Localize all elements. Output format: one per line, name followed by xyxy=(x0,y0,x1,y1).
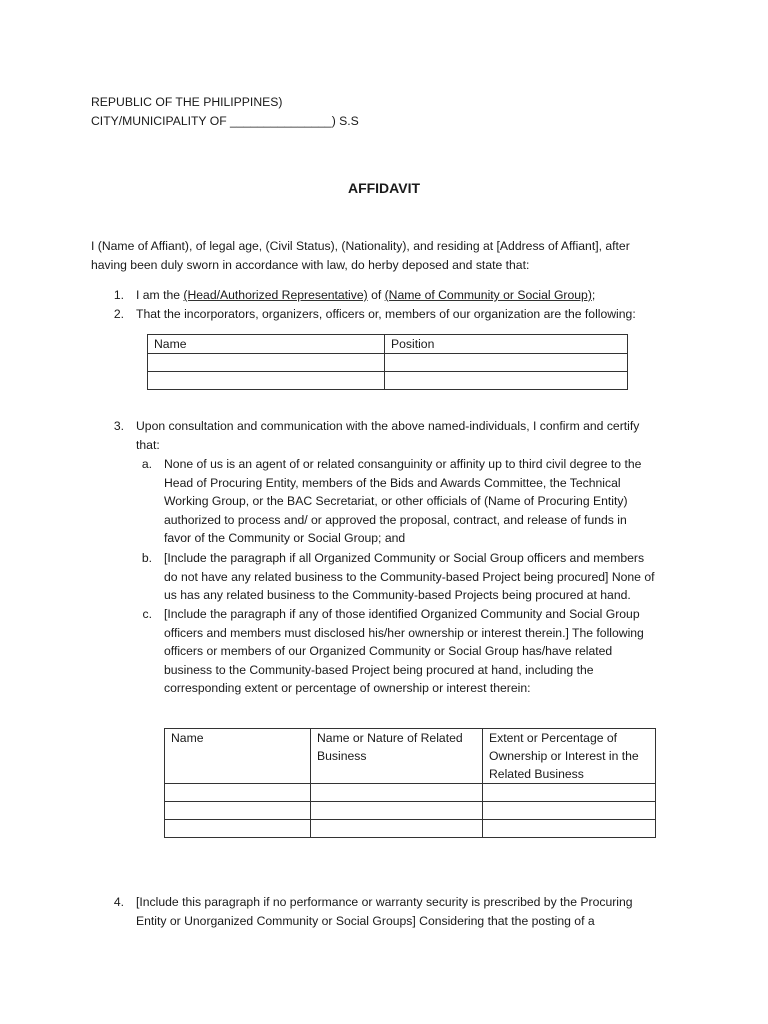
item-3-number: 3. xyxy=(113,419,124,433)
table-header-name: Name xyxy=(148,335,385,354)
table-header-row xyxy=(165,729,656,784)
table-header-business xyxy=(311,729,483,784)
table-row xyxy=(165,820,656,838)
document-title: AFFIDAVIT xyxy=(347,180,421,196)
item-1-mid: of xyxy=(367,288,385,302)
sub-a-text xyxy=(164,455,641,548)
sub-a-line: authorized to process and/ or approved the proposal, contract, and release of funds in xyxy=(164,512,627,527)
sub-c-line: officers or members of our Organized Community or Social Group has/have related xyxy=(164,644,613,659)
table-row xyxy=(165,784,656,802)
table-row xyxy=(165,802,656,820)
header-text: Name or Nature of Related xyxy=(317,731,463,745)
table-row xyxy=(148,354,628,372)
table-header-position: Position xyxy=(385,335,628,354)
sub-b-text xyxy=(164,549,655,605)
item-3-line: Upon consultation and communication with the above named-individuals, I confirm and certify xyxy=(136,419,640,433)
header-republic: REPUBLIC OF THE PHILIPPINES) xyxy=(91,95,283,109)
table-cell xyxy=(165,784,311,802)
item-1-pre: I am the xyxy=(136,288,184,302)
header-block xyxy=(91,93,359,130)
header-text: Extent or Percentage of xyxy=(489,731,618,745)
table-header-row xyxy=(148,335,628,354)
sub-b-line: [Include the paragraph if all Organized Community or Social Group officers and members xyxy=(164,551,645,565)
sub-c-letter: c. xyxy=(142,607,152,621)
sub-c-line: business to the Community-based Project being procured at hand, including the xyxy=(164,662,594,677)
sub-a-line: favor of the Community or Social Group; and xyxy=(164,531,406,546)
table-cell xyxy=(385,372,628,390)
sub-b-letter: b. xyxy=(141,551,152,565)
sub-a-line: Head of Procuring Entity, members of the Bids and Awards Committee, the Technical xyxy=(164,475,621,490)
item-4-number: 4. xyxy=(113,895,124,909)
sub-a-line: Working Group, or the BAC Secretariat, or other officials of (Name of Procuring Entity) xyxy=(164,494,628,509)
table-cell xyxy=(311,784,483,802)
table-cell xyxy=(385,354,628,372)
item-1-text xyxy=(136,286,595,305)
sub-a-letter: a. xyxy=(141,457,152,471)
table-cell xyxy=(165,820,311,838)
sub-a-line: None of us is an agent of or related consanguinity or affinity up to third civil degree to the xyxy=(164,457,642,471)
table-cell xyxy=(483,820,656,838)
item-2-text: That the incorporators, organizers, officers or, members of our organization are the following: xyxy=(136,307,636,321)
item-3-line: that: xyxy=(136,437,160,452)
table-cell xyxy=(483,784,656,802)
table-cell xyxy=(311,820,483,838)
group-name-field: (Name of Community or Social Group) xyxy=(384,288,592,302)
item-4-line: [Include this paragraph if no performance or warranty security is prescribed by the Procuring xyxy=(136,895,633,909)
header-city: CITY/MUNICIPALITY OF _______________) S.S xyxy=(91,113,359,128)
members-table xyxy=(147,334,628,390)
table-header-name xyxy=(165,729,311,784)
item-1-number: 1. xyxy=(113,288,124,302)
intro-line: having been duly sworn in accordance with law, do herby deposed and state that: xyxy=(91,257,530,272)
table-row xyxy=(148,372,628,390)
table-cell xyxy=(165,802,311,820)
item-1-post: ; xyxy=(591,288,596,302)
item-4-text xyxy=(136,893,633,930)
sub-c-line: [Include the paragraph if any of those identified Organized Community and Social Group xyxy=(164,607,640,621)
item-4-line: Entity or Unorganized Community or Social Groups] Considering that the posting of a xyxy=(136,913,595,928)
intro-paragraph xyxy=(91,237,630,274)
sub-c-text xyxy=(164,605,644,698)
table-cell xyxy=(148,354,385,372)
sub-b-line: us has any related business to the Community-based Projects being procured at hand. xyxy=(164,588,631,603)
header-text: Business xyxy=(317,749,367,763)
table-cell xyxy=(311,802,483,820)
header-text: Name xyxy=(171,731,204,745)
affiant-role-field: (Head/Authorized Representative) xyxy=(183,288,368,302)
table-header-ownership xyxy=(483,729,656,784)
item-3-text xyxy=(136,417,639,454)
header-text: Related Business xyxy=(489,767,584,781)
item-2-number: 2. xyxy=(113,307,124,321)
related-business-table xyxy=(164,728,656,838)
sub-c-line: corresponding extent or percentage of ownership or interest therein: xyxy=(164,681,531,696)
header-text: Ownership or Interest in the xyxy=(489,749,639,763)
table-cell xyxy=(483,802,656,820)
intro-line: I (Name of Affiant), of legal age, (Civil Status), (Nationality), and residing at [Address of Affiant], after xyxy=(91,239,630,253)
sub-c-line: officers and members must disclosed his/her ownership or interest therein.] The following xyxy=(164,625,644,640)
table-cell xyxy=(148,372,385,390)
sub-b-line: do not have any related business to the Community-based Project being procured] None of xyxy=(164,569,655,584)
